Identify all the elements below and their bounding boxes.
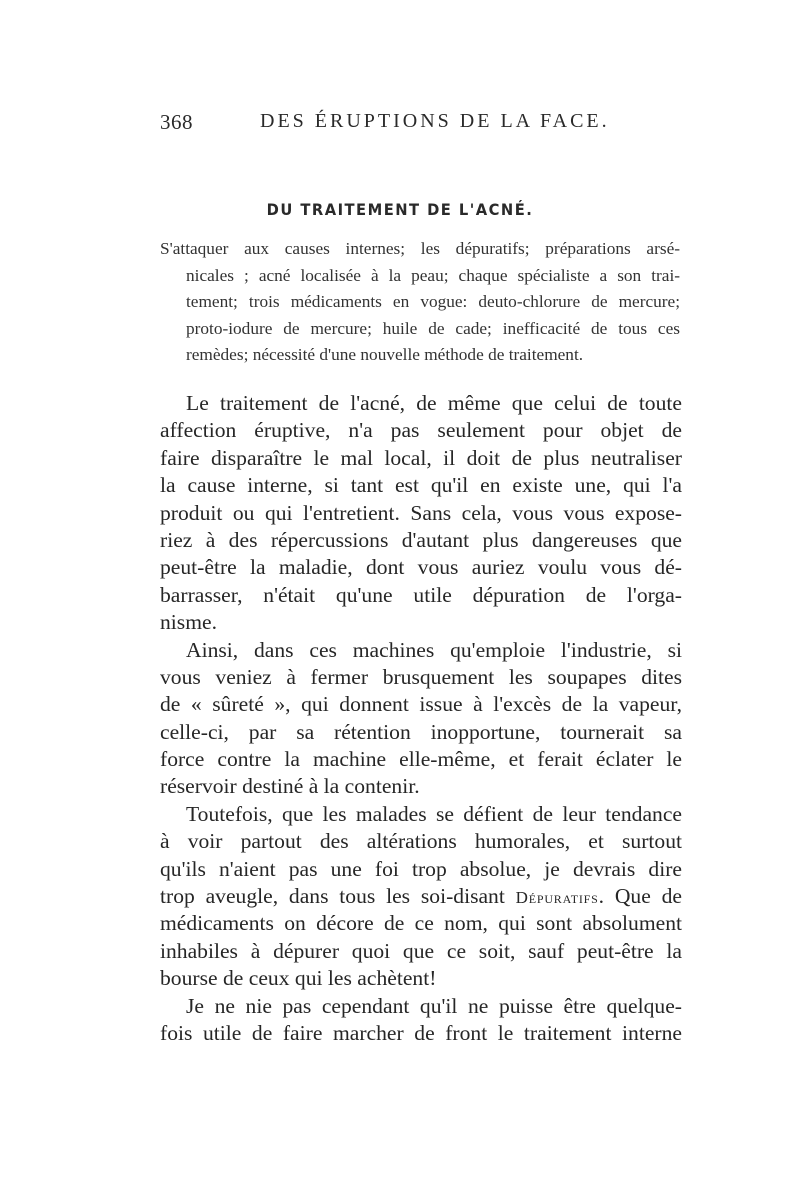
text-line-with-smallcaps — [160, 883, 682, 910]
body-text — [160, 390, 682, 1047]
smallcaps-term: Dépuratifs — [515, 888, 599, 908]
paragraph-3 — [160, 801, 682, 993]
text-line: de « sûreté », qui donnent issue à l'excès de la vapeur, — [160, 692, 682, 717]
text-line: qu'ils n'aient pas une foi trop absolue, je devrais dire — [160, 856, 682, 881]
text-line: fois utile de faire marcher de front le traitement interne — [160, 1020, 682, 1045]
text-line: force contre la machine elle-même, et ferait éclater le — [160, 747, 682, 772]
text-line: Je ne nie pas cependant qu'il ne puisse être quelque- — [186, 993, 682, 1018]
text-line: Le traitement de l'acné, de même que celui de toute — [186, 391, 682, 415]
text-line: peut-être la maladie, dont vous auriez voulu vous dé- — [160, 555, 682, 580]
chapter-summary — [160, 236, 680, 369]
summary-line: nicales ; acné localisée à la peau; chaque spécialiste a son trai- — [186, 265, 680, 285]
text-line: barrasser, n'était qu'une utile dépuration de l'orga- — [160, 582, 682, 607]
running-header — [160, 110, 680, 140]
summary-line: proto-iodure de mercure; huile de cade; inefficacité de tous ces — [186, 318, 680, 338]
text-line: affection éruptive, n'a pas seulement pour objet de — [160, 418, 682, 443]
text-line: faire disparaître le mal local, il doit de plus neutraliser — [160, 445, 682, 470]
page-number: 368 — [160, 110, 193, 134]
paragraph-4 — [160, 993, 682, 1048]
paragraph-1 — [160, 390, 682, 637]
line-text-before: trop aveugle, dans tous les soi-disant — [160, 884, 516, 909]
summary-line: S'attaquer aux causes internes; les dépuratifs; préparations arsé- — [160, 239, 680, 258]
text-line: riez à des répercussions d'autant plus dangereuses que — [160, 527, 682, 552]
text-line: produit ou qui l'entretient. Sans cela, vous vous expose- — [160, 500, 682, 525]
text-line: Toutefois, que les malades se défient de leur tendance — [186, 801, 682, 826]
text-line: bourse de ceux qui les achètent! — [160, 966, 437, 991]
summary-line: remèdes; nécessité d'une nouvelle méthode de traitement. — [186, 345, 584, 364]
text-line: réservoir destiné à la contenir. — [160, 774, 420, 799]
text-line: médicaments on décore de ce nom, qui sont absolument — [160, 911, 682, 936]
text-line: nisme. — [160, 610, 217, 635]
summary-line: tement; trois médicaments en vogue: deuto-chlorure de mercure; — [186, 292, 680, 311]
text-line: celle-ci, par sa rétention inopportune, tournerait sa — [160, 719, 682, 744]
text-line: à voir partout des altérations humorales, et surtout — [160, 829, 682, 854]
running-title: DES ÉRUPTIONS DE LA FACE. — [260, 110, 610, 132]
text-line: vous veniez à fermer brusquement les soupapes dites — [160, 664, 682, 689]
text-line: Ainsi, dans ces machines qu'emploie l'industrie, si — [186, 637, 682, 662]
text-line: la cause interne, si tant est qu'il en existe une, qui l'a — [160, 473, 682, 498]
section-title: DU TRAITEMENT DE L'ACNÉ. — [266, 200, 534, 219]
text-line: inhabiles à dépurer quoi que ce soit, sauf peut-être la — [160, 938, 682, 963]
line-text-after: . Que de — [598, 884, 682, 909]
paragraph-2 — [160, 637, 682, 801]
